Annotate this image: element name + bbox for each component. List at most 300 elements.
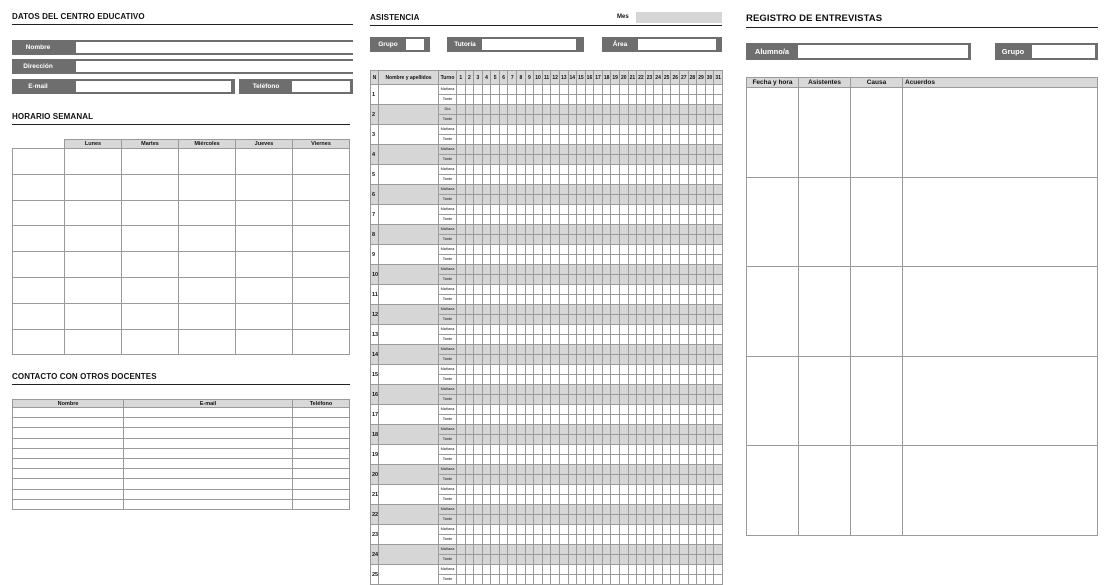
att-day-cell[interactable] (611, 505, 620, 515)
att-day-cell[interactable] (611, 385, 620, 395)
att-day-cell[interactable] (482, 435, 491, 445)
att-day-cell[interactable] (534, 195, 543, 205)
att-day-cell[interactable] (542, 485, 551, 495)
att-day-cell[interactable] (465, 225, 474, 235)
att-day-cell[interactable] (499, 185, 508, 195)
att-day-cell[interactable] (568, 395, 577, 405)
att-day-cell[interactable] (705, 315, 714, 325)
att-day-cell[interactable] (534, 305, 543, 315)
att-day-cell[interactable] (542, 475, 551, 485)
att-day-cell[interactable] (491, 565, 500, 575)
entrevistas-cell[interactable] (799, 88, 851, 178)
horario-cell[interactable] (179, 226, 236, 252)
att-day-cell[interactable] (619, 525, 628, 535)
att-day-cell[interactable] (645, 355, 654, 365)
att-day-cell[interactable] (697, 375, 706, 385)
att-day-cell[interactable] (517, 325, 526, 335)
att-day-cell[interactable] (680, 495, 689, 505)
att-day-cell[interactable] (697, 275, 706, 285)
att-day-cell[interactable] (457, 225, 466, 235)
horario-time-cell[interactable] (13, 277, 65, 303)
att-day-cell[interactable] (714, 155, 723, 165)
att-day-cell[interactable] (662, 495, 671, 505)
att-day-cell[interactable] (491, 395, 500, 405)
att-day-cell[interactable] (499, 545, 508, 555)
att-day-cell[interactable] (637, 495, 646, 505)
att-day-cell[interactable] (551, 375, 560, 385)
att-day-cell[interactable] (671, 405, 680, 415)
att-day-cell[interactable] (697, 485, 706, 495)
att-day-cell[interactable] (671, 315, 680, 325)
att-day-cell[interactable] (585, 305, 594, 315)
att-day-cell[interactable] (474, 365, 483, 375)
att-day-cell[interactable] (508, 345, 517, 355)
att-day-cell[interactable] (474, 215, 483, 225)
att-day-cell[interactable] (688, 455, 697, 465)
att-day-cell[interactable] (697, 235, 706, 245)
horario-cell[interactable] (122, 174, 179, 200)
att-day-cell[interactable] (499, 335, 508, 345)
att-day-cell[interactable] (654, 535, 663, 545)
att-day-cell[interactable] (714, 195, 723, 205)
att-day-cell[interactable] (559, 335, 568, 345)
att-day-cell[interactable] (705, 195, 714, 205)
att-day-cell[interactable] (474, 435, 483, 445)
att-student-name[interactable] (379, 185, 439, 205)
att-day-cell[interactable] (551, 215, 560, 225)
att-day-cell[interactable] (688, 465, 697, 475)
att-day-cell[interactable] (585, 555, 594, 565)
att-day-cell[interactable] (594, 565, 603, 575)
att-day-cell[interactable] (662, 275, 671, 285)
att-day-cell[interactable] (714, 315, 723, 325)
horario-time-cell[interactable] (13, 174, 65, 200)
att-day-cell[interactable] (611, 305, 620, 315)
att-day-cell[interactable] (680, 205, 689, 215)
att-day-cell[interactable] (705, 275, 714, 285)
att-day-cell[interactable] (517, 115, 526, 125)
att-day-cell[interactable] (568, 155, 577, 165)
att-day-cell[interactable] (654, 545, 663, 555)
att-day-cell[interactable] (542, 565, 551, 575)
att-day-cell[interactable] (611, 225, 620, 235)
att-day-cell[interactable] (662, 225, 671, 235)
att-day-cell[interactable] (697, 285, 706, 295)
att-day-cell[interactable] (705, 425, 714, 435)
att-day-cell[interactable] (714, 335, 723, 345)
att-day-cell[interactable] (491, 155, 500, 165)
att-day-cell[interactable] (671, 265, 680, 275)
att-day-cell[interactable] (602, 215, 611, 225)
entrevistas-cell[interactable] (747, 356, 799, 446)
att-student-name[interactable] (379, 425, 439, 445)
att-student-name[interactable] (379, 205, 439, 225)
att-day-cell[interactable] (594, 475, 603, 485)
att-day-cell[interactable] (628, 285, 637, 295)
att-day-cell[interactable] (697, 445, 706, 455)
contacto-cell[interactable] (293, 469, 350, 479)
att-day-cell[interactable] (568, 195, 577, 205)
att-day-cell[interactable] (645, 365, 654, 375)
att-day-cell[interactable] (525, 305, 534, 315)
att-day-cell[interactable] (551, 265, 560, 275)
att-day-cell[interactable] (714, 95, 723, 105)
att-day-cell[interactable] (577, 555, 586, 565)
att-day-cell[interactable] (688, 555, 697, 565)
att-day-cell[interactable] (517, 105, 526, 115)
att-day-cell[interactable] (525, 235, 534, 245)
att-day-cell[interactable] (517, 185, 526, 195)
att-day-cell[interactable] (551, 195, 560, 205)
att-day-cell[interactable] (474, 555, 483, 565)
att-day-cell[interactable] (577, 225, 586, 235)
att-day-cell[interactable] (705, 325, 714, 335)
horario-cell[interactable] (293, 226, 350, 252)
att-day-cell[interactable] (482, 385, 491, 395)
att-day-cell[interactable] (474, 535, 483, 545)
att-day-cell[interactable] (474, 415, 483, 425)
att-day-cell[interactable] (611, 215, 620, 225)
att-day-cell[interactable] (457, 235, 466, 245)
att-day-cell[interactable] (594, 305, 603, 315)
att-day-cell[interactable] (491, 265, 500, 275)
att-day-cell[interactable] (619, 545, 628, 555)
att-day-cell[interactable] (499, 525, 508, 535)
att-day-cell[interactable] (680, 185, 689, 195)
att-day-cell[interactable] (602, 485, 611, 495)
att-day-cell[interactable] (457, 365, 466, 375)
att-day-cell[interactable] (577, 355, 586, 365)
entrevistas-cell[interactable] (747, 88, 799, 178)
att-day-cell[interactable] (662, 195, 671, 205)
contacto-cell[interactable] (13, 469, 124, 479)
att-day-cell[interactable] (568, 515, 577, 525)
att-day-cell[interactable] (662, 155, 671, 165)
att-day-cell[interactable] (534, 395, 543, 405)
att-student-name[interactable] (379, 345, 439, 365)
att-day-cell[interactable] (628, 365, 637, 375)
att-day-cell[interactable] (577, 245, 586, 255)
att-day-cell[interactable] (482, 515, 491, 525)
att-day-cell[interactable] (637, 385, 646, 395)
att-day-cell[interactable] (645, 485, 654, 495)
att-day-cell[interactable] (654, 275, 663, 285)
att-day-cell[interactable] (654, 365, 663, 375)
att-day-cell[interactable] (611, 415, 620, 425)
att-day-cell[interactable] (457, 445, 466, 455)
att-day-cell[interactable] (585, 455, 594, 465)
att-day-cell[interactable] (714, 265, 723, 275)
att-day-cell[interactable] (602, 205, 611, 215)
att-day-cell[interactable] (697, 555, 706, 565)
att-day-cell[interactable] (491, 415, 500, 425)
att-day-cell[interactable] (602, 415, 611, 425)
att-day-cell[interactable] (499, 115, 508, 125)
att-day-cell[interactable] (611, 515, 620, 525)
att-day-cell[interactable] (499, 395, 508, 405)
entrevistas-cell[interactable] (747, 446, 799, 536)
att-day-cell[interactable] (568, 285, 577, 295)
att-day-cell[interactable] (499, 465, 508, 475)
att-day-cell[interactable] (491, 365, 500, 375)
att-day-cell[interactable] (568, 365, 577, 375)
att-day-cell[interactable] (568, 265, 577, 275)
att-day-cell[interactable] (680, 355, 689, 365)
att-day-cell[interactable] (697, 325, 706, 335)
att-day-cell[interactable] (619, 325, 628, 335)
att-day-cell[interactable] (680, 525, 689, 535)
att-day-cell[interactable] (508, 215, 517, 225)
att-day-cell[interactable] (585, 215, 594, 225)
att-day-cell[interactable] (697, 395, 706, 405)
att-day-cell[interactable] (662, 145, 671, 155)
att-day-cell[interactable] (542, 325, 551, 335)
att-day-cell[interactable] (474, 285, 483, 295)
att-day-cell[interactable] (688, 165, 697, 175)
att-day-cell[interactable] (714, 375, 723, 385)
att-day-cell[interactable] (465, 525, 474, 535)
att-day-cell[interactable] (654, 105, 663, 115)
att-day-cell[interactable] (705, 335, 714, 345)
entrevistas-cell[interactable] (799, 177, 851, 267)
att-day-cell[interactable] (474, 425, 483, 435)
att-day-cell[interactable] (508, 435, 517, 445)
att-day-cell[interactable] (628, 395, 637, 405)
att-day-cell[interactable] (551, 535, 560, 545)
att-day-cell[interactable] (568, 545, 577, 555)
att-day-cell[interactable] (662, 405, 671, 415)
att-day-cell[interactable] (697, 115, 706, 125)
att-day-cell[interactable] (714, 285, 723, 295)
att-day-cell[interactable] (662, 505, 671, 515)
att-day-cell[interactable] (619, 475, 628, 485)
att-day-cell[interactable] (697, 565, 706, 575)
att-day-cell[interactable] (688, 125, 697, 135)
att-day-cell[interactable] (474, 275, 483, 285)
att-day-cell[interactable] (491, 335, 500, 345)
att-day-cell[interactable] (680, 545, 689, 555)
att-student-name[interactable] (379, 325, 439, 345)
att-day-cell[interactable] (559, 355, 568, 365)
att-day-cell[interactable] (628, 375, 637, 385)
att-day-cell[interactable] (474, 235, 483, 245)
att-day-cell[interactable] (482, 215, 491, 225)
horario-time-cell[interactable] (13, 329, 65, 355)
att-day-cell[interactable] (534, 285, 543, 295)
att-day-cell[interactable] (508, 195, 517, 205)
att-day-cell[interactable] (457, 555, 466, 565)
att-day-cell[interactable] (551, 105, 560, 115)
att-day-cell[interactable] (594, 525, 603, 535)
att-day-cell[interactable] (688, 355, 697, 365)
att-day-cell[interactable] (517, 385, 526, 395)
att-day-cell[interactable] (594, 315, 603, 325)
att-day-cell[interactable] (705, 235, 714, 245)
att-day-cell[interactable] (534, 255, 543, 265)
att-day-cell[interactable] (568, 215, 577, 225)
att-day-cell[interactable] (619, 175, 628, 185)
att-day-cell[interactable] (654, 525, 663, 535)
att-day-cell[interactable] (680, 505, 689, 515)
horario-time-cell[interactable] (13, 149, 65, 175)
att-day-cell[interactable] (482, 475, 491, 485)
att-day-cell[interactable] (705, 245, 714, 255)
att-day-cell[interactable] (662, 425, 671, 435)
att-day-cell[interactable] (585, 385, 594, 395)
att-day-cell[interactable] (637, 355, 646, 365)
att-day-cell[interactable] (585, 515, 594, 525)
att-day-cell[interactable] (628, 565, 637, 575)
att-day-cell[interactable] (611, 125, 620, 135)
att-day-cell[interactable] (482, 415, 491, 425)
att-day-cell[interactable] (697, 175, 706, 185)
att-day-cell[interactable] (491, 525, 500, 535)
att-day-cell[interactable] (671, 185, 680, 195)
att-day-cell[interactable] (577, 385, 586, 395)
att-day-cell[interactable] (594, 535, 603, 545)
att-day-cell[interactable] (594, 295, 603, 305)
att-day-cell[interactable] (594, 465, 603, 475)
att-day-cell[interactable] (645, 505, 654, 515)
att-day-cell[interactable] (714, 415, 723, 425)
att-day-cell[interactable] (680, 535, 689, 545)
att-day-cell[interactable] (542, 225, 551, 235)
att-day-cell[interactable] (508, 185, 517, 195)
att-day-cell[interactable] (491, 375, 500, 385)
att-day-cell[interactable] (457, 385, 466, 395)
att-day-cell[interactable] (559, 95, 568, 105)
att-day-cell[interactable] (680, 465, 689, 475)
att-day-cell[interactable] (671, 295, 680, 305)
att-day-cell[interactable] (697, 495, 706, 505)
att-day-cell[interactable] (542, 235, 551, 245)
att-day-cell[interactable] (680, 395, 689, 405)
att-day-cell[interactable] (525, 145, 534, 155)
entrevistas-cell[interactable] (851, 267, 903, 357)
att-day-cell[interactable] (559, 235, 568, 245)
att-day-cell[interactable] (645, 525, 654, 535)
att-day-cell[interactable] (637, 105, 646, 115)
att-day-cell[interactable] (508, 295, 517, 305)
att-day-cell[interactable] (671, 505, 680, 515)
att-day-cell[interactable] (482, 425, 491, 435)
att-day-cell[interactable] (705, 525, 714, 535)
att-day-cell[interactable] (508, 385, 517, 395)
att-day-cell[interactable] (688, 235, 697, 245)
att-day-cell[interactable] (508, 125, 517, 135)
att-day-cell[interactable] (542, 135, 551, 145)
att-day-cell[interactable] (697, 195, 706, 205)
att-day-cell[interactable] (508, 205, 517, 215)
area-field[interactable] (638, 39, 716, 50)
att-day-cell[interactable] (465, 385, 474, 395)
att-day-cell[interactable] (465, 275, 474, 285)
att-day-cell[interactable] (551, 445, 560, 455)
att-day-cell[interactable] (585, 405, 594, 415)
att-day-cell[interactable] (628, 445, 637, 455)
att-day-cell[interactable] (474, 315, 483, 325)
att-day-cell[interactable] (585, 135, 594, 145)
att-day-cell[interactable] (628, 455, 637, 465)
att-day-cell[interactable] (517, 495, 526, 505)
att-day-cell[interactable] (688, 265, 697, 275)
att-day-cell[interactable] (525, 455, 534, 465)
att-day-cell[interactable] (680, 265, 689, 275)
att-day-cell[interactable] (465, 295, 474, 305)
att-day-cell[interactable] (568, 435, 577, 445)
horario-cell[interactable] (236, 149, 293, 175)
att-day-cell[interactable] (482, 255, 491, 265)
att-day-cell[interactable] (508, 365, 517, 375)
att-day-cell[interactable] (457, 265, 466, 275)
att-day-cell[interactable] (551, 395, 560, 405)
att-day-cell[interactable] (662, 485, 671, 495)
att-day-cell[interactable] (525, 325, 534, 335)
att-day-cell[interactable] (594, 395, 603, 405)
att-day-cell[interactable] (654, 475, 663, 485)
nombre-field[interactable] (76, 42, 362, 53)
att-day-cell[interactable] (611, 325, 620, 335)
att-day-cell[interactable] (594, 555, 603, 565)
att-day-cell[interactable] (517, 355, 526, 365)
att-day-cell[interactable] (508, 105, 517, 115)
contacto-cell[interactable] (293, 489, 350, 499)
att-day-cell[interactable] (517, 125, 526, 135)
att-day-cell[interactable] (602, 465, 611, 475)
att-day-cell[interactable] (602, 425, 611, 435)
att-day-cell[interactable] (577, 425, 586, 435)
att-day-cell[interactable] (508, 405, 517, 415)
att-day-cell[interactable] (714, 125, 723, 135)
att-day-cell[interactable] (534, 555, 543, 565)
att-day-cell[interactable] (697, 335, 706, 345)
att-day-cell[interactable] (568, 415, 577, 425)
att-day-cell[interactable] (688, 565, 697, 575)
att-day-cell[interactable] (559, 295, 568, 305)
att-day-cell[interactable] (508, 455, 517, 465)
att-day-cell[interactable] (671, 325, 680, 335)
att-day-cell[interactable] (508, 265, 517, 275)
att-day-cell[interactable] (594, 195, 603, 205)
att-day-cell[interactable] (611, 475, 620, 485)
att-day-cell[interactable] (465, 95, 474, 105)
att-day-cell[interactable] (594, 415, 603, 425)
att-day-cell[interactable] (637, 465, 646, 475)
att-day-cell[interactable] (457, 455, 466, 465)
att-day-cell[interactable] (559, 425, 568, 435)
att-day-cell[interactable] (637, 415, 646, 425)
att-day-cell[interactable] (594, 105, 603, 115)
att-day-cell[interactable] (499, 505, 508, 515)
att-day-cell[interactable] (688, 405, 697, 415)
att-day-cell[interactable] (628, 135, 637, 145)
att-day-cell[interactable] (602, 305, 611, 315)
att-day-cell[interactable] (457, 335, 466, 345)
att-day-cell[interactable] (628, 205, 637, 215)
att-day-cell[interactable] (568, 405, 577, 415)
att-day-cell[interactable] (619, 275, 628, 285)
att-day-cell[interactable] (594, 205, 603, 215)
att-day-cell[interactable] (680, 555, 689, 565)
att-day-cell[interactable] (457, 145, 466, 155)
att-day-cell[interactable] (645, 315, 654, 325)
att-day-cell[interactable] (585, 345, 594, 355)
att-day-cell[interactable] (662, 305, 671, 315)
att-day-cell[interactable] (559, 155, 568, 165)
horario-cell[interactable] (65, 226, 122, 252)
att-day-cell[interactable] (628, 185, 637, 195)
att-day-cell[interactable] (714, 245, 723, 255)
